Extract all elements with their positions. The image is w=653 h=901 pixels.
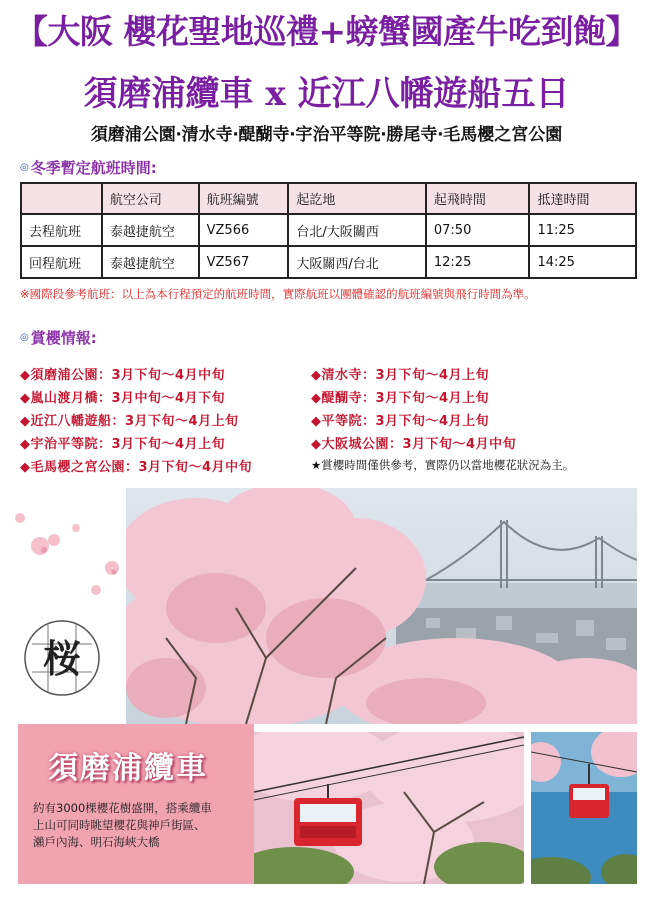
table-cell: 回程航班 — [21, 246, 102, 278]
cable-car-image — [254, 732, 524, 884]
table-cell: 大阪關西/台北 — [288, 246, 426, 278]
blossom-item: ◆嵐山渡月橋：3月中旬～4月下旬 — [20, 391, 226, 406]
table-cell: 泰越捷航空 — [102, 246, 199, 278]
flight-note: ※國際段參考航班：以上為本行程預定的航班時間，實際航班以團體確認的航班編號與飛行時間為準。 — [20, 287, 536, 301]
table-row — [21, 246, 636, 278]
cherry-blossom-bridge-image — [126, 488, 637, 724]
feature-desc-line: 瀨戶內海、明石海峽大橋 — [33, 835, 160, 849]
sea-cable-car-photo — [531, 732, 637, 884]
logo-char: 桜 — [42, 636, 82, 681]
page-subtitle: 須磨浦纜車 x 近江八幡遊船五日 — [83, 74, 570, 114]
table-cell: 07:50 — [426, 214, 530, 246]
side-decoration — [0, 488, 126, 724]
cable-car-photo — [254, 732, 524, 884]
feature-description — [33, 800, 253, 851]
blossom-item: ◆須磨浦公園：3月下旬～4月中旬 — [20, 368, 226, 383]
blossom-heading-text: 賞櫻情報: — [30, 329, 97, 347]
feature-desc-line: 上山可同時眺望櫻花與神戶街區、 — [33, 818, 206, 832]
feature-title: 須磨浦纜車 — [48, 751, 208, 786]
table-cell: 12:25 — [426, 246, 530, 278]
table-cell: 台北/大阪關西 — [288, 214, 426, 246]
table-header-cell: 航空公司 — [102, 183, 199, 214]
table-cell: 泰越捷航空 — [102, 214, 199, 246]
blossom-item: ◆毛馬櫻之宮公園：3月下旬～4月中旬 — [20, 460, 253, 475]
bullet-icon: ◎ — [20, 162, 29, 173]
table-cell: VZ566 — [199, 214, 289, 246]
blossom-item: ◆近江八幡遊船：3月下旬～4月上旬 — [20, 414, 239, 429]
blossom-item: ◆宇治平等院：3月下旬～4月上旬 — [20, 437, 226, 452]
route-list: 須磨浦公園‧清水寺‧醍醐寺‧宇治平等院‧勝尾寺‧毛馬櫻之宮公園 — [90, 125, 563, 145]
table-cell: 去程航班 — [21, 214, 102, 246]
photo-collage — [0, 488, 653, 901]
blossom-item: ◆大阪城公園：3月下旬～4月中旬 — [311, 437, 517, 452]
table-cell: VZ567 — [199, 246, 289, 278]
bullet-icon: ◎ — [20, 332, 29, 343]
table-cell: 14:25 — [529, 246, 636, 278]
table-header-cell: 抵達時間 — [529, 183, 636, 214]
table-header-cell — [21, 183, 102, 214]
feature-desc-line: 約有3000棵櫻花樹盛開，搭乘纜車 — [33, 801, 212, 815]
main-photo — [126, 488, 637, 724]
sakura-logo-icon — [22, 618, 102, 698]
blossom-heading — [20, 327, 97, 348]
flight-table — [20, 182, 637, 279]
table-header-cell: 起飛時間 — [426, 183, 530, 214]
blossom-note: ★賞櫻時間僅供參考，實際仍以當地櫻花狀況為主。 — [311, 458, 575, 472]
table-cell: 11:25 — [529, 214, 636, 246]
sea-cable-car-image — [531, 732, 637, 884]
table-header-cell: 起訖地 — [288, 183, 426, 214]
table-header-row — [21, 183, 636, 214]
blossom-item: ◆清水寺：3月下旬～4月上旬 — [311, 368, 490, 383]
table-row — [21, 214, 636, 246]
page-title: 【大阪 櫻花聖地巡禮+螃蟹國產牛吃到飽】 — [14, 12, 639, 51]
table-header-cell: 航班編號 — [199, 183, 289, 214]
flights-heading-text: 冬季暫定航班時間: — [30, 159, 157, 177]
flights-heading — [20, 157, 157, 178]
blossom-item: ◆平等院：3月下旬～4月上旬 — [311, 414, 490, 429]
blossom-item: ◆醍醐寺：3月下旬～4月上旬 — [311, 391, 490, 406]
